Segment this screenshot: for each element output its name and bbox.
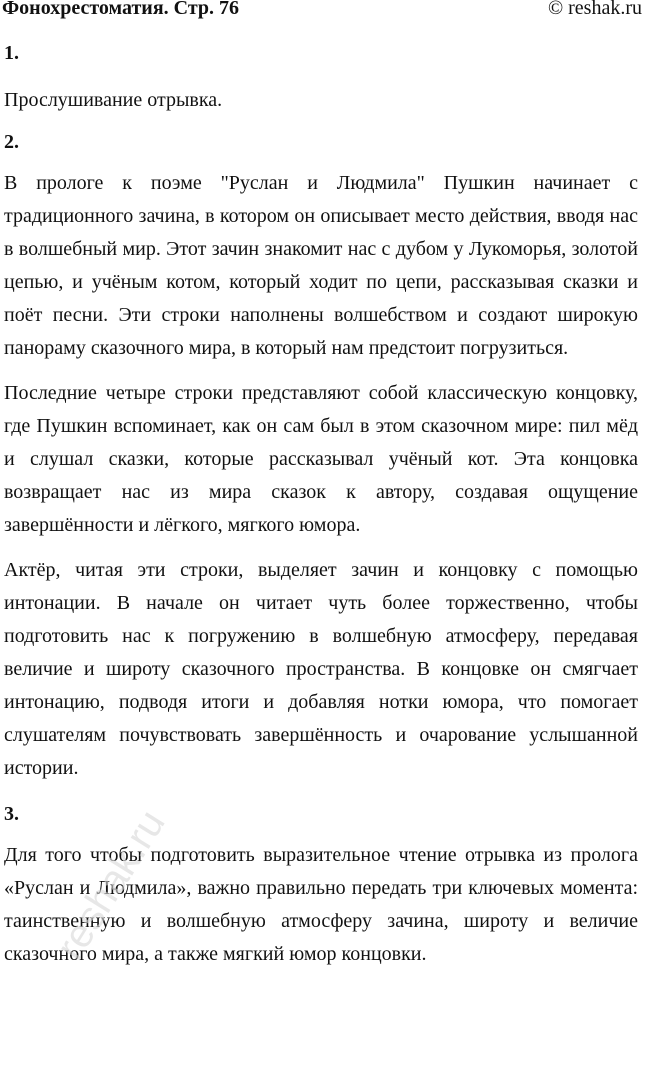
section-2-paragraph-2: Последние четыре строки представляют собой классическую концовку, где Пушкин вспоминает, как он сам был в этом сказочном мире: пил мёд и слушал сказки, которые рассказывал учёный кот. Эта концовка возвращает нас из мира сказок к автору, создавая ощущение завершённости и лёгкого, мягкого юмора. [4, 382, 638, 536]
section-2-paragraph-3: Актёр, читая эти строки, выделяет зачин и концовку с помощью интонации. В начале он читает чуть более торжественно, чтобы подготовить нас к погружению в волшебную атмосферу, передавая величие и широту сказочного пространства. В концовке он смягчает интонацию, подводя итоги и добавляя нотки юмора, что помогает слушателям почувствовать завершённость и очарование услышанной истории. [4, 559, 638, 779]
section-number: 3. [4, 803, 19, 825]
section-number: 1. [4, 42, 19, 64]
site-credit: © reshak.ru [547, 0, 642, 19]
watermark-logo: reshak.ru [48, 802, 174, 968]
section-1-paragraph-1: Прослушивание отрывка. [4, 89, 223, 111]
page-title: Фонохрестоматия. Стр. 76 [2, 0, 240, 19]
section-2-paragraph-1: В прологе к поэме "Руслан и Людмила" Пушкин начинает с традиционного зачина, в котором он описывает место действия, вводя нас в волшебный мир. Этот зачин знакомит нас с дубом у Лукоморья, золотой цепью, и учёным котом, который ходит по цепи, рассказывая сказки и поёт песни. Эти строки наполнены волшебством и создают широкую панораму сказочного мира, в который нам предстоит погрузиться. [4, 172, 638, 359]
section-3-paragraph-1: Для того чтобы подготовить выразительное чтение отрывка из пролога «Руслан и Людмила», важно правильно передать три ключевых момента: таинственную и волшебную атмосферу зачина, широту и величие сказочного мира, а также мягкий юмор концовки. [4, 844, 638, 965]
document-body [4, 42, 638, 971]
section-number: 2. [4, 131, 19, 153]
page-header [0, 0, 646, 22]
